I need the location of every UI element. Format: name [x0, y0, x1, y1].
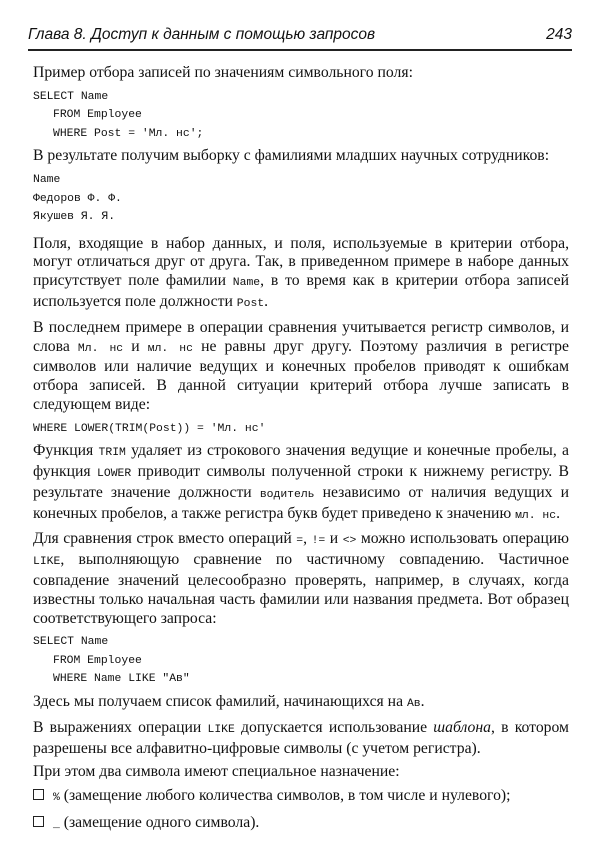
result-row: Якушев Я. Я.: [33, 211, 116, 224]
checkbox-bullet-icon: [33, 789, 44, 800]
result-row: Name: [33, 174, 61, 187]
paragraph-case: [33, 319, 569, 415]
intro-paragraph: Пример отбора записей по значениям символьного поля:: [33, 64, 413, 81]
running-header: [28, 26, 572, 44]
text-run: .: [556, 504, 561, 522]
inline-code: =: [296, 535, 304, 548]
paragraph-special: При этом два символа имеют специальное назначение:: [33, 763, 400, 781]
inline-code: LOWER: [97, 468, 132, 481]
page-number: 243: [546, 26, 572, 43]
header-rule: [28, 49, 572, 51]
bullet-text: [53, 814, 259, 835]
code-line: FROM Employee: [53, 654, 142, 667]
text-run: можно использовать операцию: [356, 530, 569, 548]
inline-code: LIKE: [33, 556, 61, 569]
inline-code: Post: [236, 297, 265, 310]
inline-code: мл. нс: [147, 342, 193, 355]
list-item: [33, 814, 569, 835]
inline-code: _: [53, 818, 60, 831]
text-run: Функция: [33, 442, 99, 460]
paragraph-pattern: [33, 719, 569, 759]
text-run: независимо от наличия ведущих и конечных пробелов, а также регистра букв будет приведено к значению: [33, 483, 569, 522]
inline-code: <>: [342, 535, 357, 548]
inline-code: мл. нс: [515, 509, 557, 522]
result-listing: [33, 171, 569, 227]
text-run: удаляет из строкового значения ведущие и конечные пробелы, а функция: [33, 442, 569, 481]
code-example-3: [33, 633, 569, 689]
list-item: [33, 787, 569, 808]
code-example-2: [33, 420, 569, 439]
inline-code: Ав: [406, 697, 421, 710]
text-run: не равны друг другу. Поэтому различия в регистре символов или наличие ведущих и конечных пробелов приводят к ошибкам отбора записей. В данной ситуации критерий отбора лучше записать в следующем виде:: [33, 337, 569, 413]
paragraph-functions: [33, 442, 569, 525]
code-line: SELECT Name: [33, 636, 109, 649]
text-run: допускается использование: [234, 718, 434, 736]
code-line: WHERE LOWER(TRIM(Post)) = 'Мл. нс': [33, 422, 266, 435]
inline-code: водитель: [259, 488, 315, 501]
chapter-title: Глава 8. Доступ к данным с помощью запросов: [28, 26, 376, 43]
text-run: ,: [303, 530, 312, 548]
paragraph-result-av: [33, 693, 569, 714]
bullet-text: [53, 787, 511, 808]
text-run: .: [420, 692, 425, 710]
paragraph-fields: [33, 235, 569, 314]
checkbox-bullet-icon: [33, 816, 44, 827]
text-run: В последнем примере в операции сравнения учитывается регистр символов, и слова: [33, 318, 569, 355]
text-run: В выражениях операции: [33, 718, 208, 736]
text-run: и: [123, 337, 148, 355]
paragraph-like: [33, 530, 569, 628]
code-example-1: [33, 88, 569, 144]
emphasis: шаблона: [433, 718, 491, 736]
inline-code: Name: [232, 277, 261, 290]
text-run: Поля, входящие в набор данных, и поля, используемые в критерии отбора, могут отличаться друг от друга. Так, в приведенном примере в наборе данных присутствует поле фамилии: [33, 234, 569, 290]
result-row: Федоров Ф. Ф.: [33, 192, 122, 205]
text-run: и: [325, 530, 343, 548]
inline-code: !=: [311, 535, 326, 548]
result-paragraph: В результате получим выборку с фамилиями младших научных сотрудников:: [33, 147, 550, 165]
text-run: Здесь мы получаем список фамилий, начинающихся на: [33, 692, 407, 710]
text-run: (замещение любого количества символов, в том числе и нулевого);: [59, 787, 511, 805]
page-content: [33, 64, 569, 841]
inline-code: Мл. нс: [77, 342, 124, 355]
text-run: .: [264, 292, 269, 310]
text-run: , выполняющую сравнение по частичному совпадению. Частичное совпадение значений целесообразно проверять, например, в случаях, когда известны только начальная часть фамилии или названия предмета. Вот образец соответствующего запроса:: [33, 551, 569, 627]
inline-code: LIKE: [207, 723, 235, 736]
inline-code: TRIM: [98, 447, 126, 460]
text-run: (замещение одного символа).: [59, 813, 260, 831]
text-run: Для сравнения строк вместо операций: [33, 530, 297, 548]
code-line: WHERE Post = 'Мл. нс';: [53, 127, 204, 140]
inline-code: %: [53, 792, 60, 805]
text-run: , в то время как в критерии отбора записей используется поле должности: [33, 272, 569, 310]
code-line: FROM Employee: [53, 109, 142, 122]
code-line: SELECT Name: [33, 90, 109, 103]
text-run: приводит символы полученной строки к нижнему регистру. В результате значение должности: [33, 463, 570, 501]
code-line: WHERE Name LIKE "Ав": [53, 673, 190, 686]
text-run: , в котором разрешены все алфавитно-цифровые символы (с учетом регистра).: [33, 718, 569, 757]
